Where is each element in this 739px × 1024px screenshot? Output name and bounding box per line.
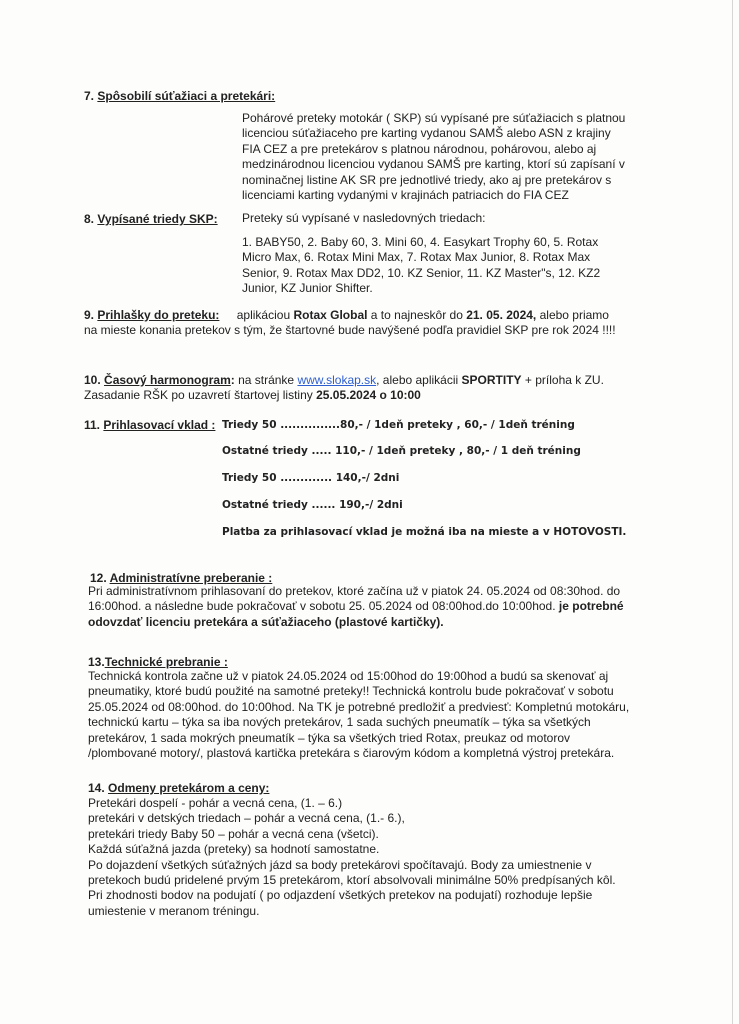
section-8-number: 8. <box>84 212 95 226</box>
section-9-deadline: 21. 05. 2024, <box>466 308 537 322</box>
section-10-app-name: SPORTITY <box>461 373 522 387</box>
section-8-intro: Preteky sú vypísané v nasledovných triedach: <box>242 211 486 225</box>
section-14-number: 14. <box>88 781 105 795</box>
section-12-text: 16:00hod. a následne bude pokračovať v sobotu 25. 05.2024 od 08:00hod.do 10:00hod. <box>88 599 556 614</box>
section-7-number: 7. <box>84 89 95 103</box>
section-12-line: odovzdať licenciu pretekára a súťažiaceho (plastové kartičky). <box>88 614 444 629</box>
fee-row: Triedy 50 ...............80,- / 1deň preteky , 60,- / 1deň tréning <box>222 419 575 431</box>
section-8-line: Junior, KZ Junior Shifter. <box>242 281 373 296</box>
section-12-body <box>88 584 624 630</box>
section-9-text: a to najneskôr do <box>367 308 467 322</box>
section-14-line: pretekári triedy Baby 50 – pohár a vecná cena (všetci). <box>88 826 379 841</box>
section-7-heading <box>84 89 275 104</box>
fee-row: Triedy 50 ............. 140,-/ 2dni <box>222 472 400 484</box>
section-10-text: Zasadanie RŠK po uzavretí štartovej listiny <box>84 388 317 402</box>
section-14-heading <box>88 781 269 796</box>
section-7-title: Spôsobilí súťažiaci a pretekári: <box>97 89 276 103</box>
section-12-number: 12. <box>90 571 107 585</box>
section-7-line: FIA CEZ a pre pretekárov s platnou národnou, pohárovou, alebo aj <box>242 141 597 156</box>
section-7-line: Pohárové preteky motokár ( SKP) sú vypísané pre súťažiacich s platnou <box>242 111 626 125</box>
section-11-number: 11. <box>84 418 101 432</box>
scan-edge <box>732 0 733 1024</box>
section-7-line: nominačnej listine AK SR pre jednotlivé triedy, ako aj pre pretekárov s <box>242 172 612 187</box>
section-7-line: medzinárodnou licenciou vydanou SAMŠ pre karting, ktorí sú zapísaní v <box>242 157 625 172</box>
payment-note: Platba za prihlasovací vklad je možná iba na mieste a v HOTOVOSTI. <box>222 526 627 538</box>
section-10-line-2 <box>84 388 421 403</box>
section-11-heading <box>84 418 215 433</box>
section-14-line: pretekári v detských triedach – pohár a vecná cena, (1.- 6.), <box>88 811 405 826</box>
section-12-emphasis: je potrebné <box>555 599 624 614</box>
section-14-body <box>88 796 616 919</box>
section-13-title: Technické prebranie : <box>104 655 228 669</box>
section-10-meeting-time: 25.05.2024 o 10:00 <box>316 388 421 402</box>
section-14-line: umiestenie v meranom tréningu. <box>88 903 260 918</box>
section-14-line: Pri zhodnosti bodov na podujatí ( po odjazdení všetkých pretekov na podujatí) rozhoduje lepšie <box>88 888 593 903</box>
section-12-line <box>88 599 624 614</box>
section-8-line: Senior, 9. Rotax Max DD2, 10. KZ Senior, 11. KZ Master"s, 12. KZ2 <box>242 265 601 280</box>
section-9-text: alebo priamo <box>536 308 609 322</box>
section-9-line-2: na mieste konania pretekov s tým, že štartovné bude navýšené podľa pravidiel SKP pre rok 2024 !!!! <box>84 323 616 337</box>
section-14-line: pretekoch budú pridelené prvým 15 pretekárom, ktorí absolvovali minimálne 50% predpísaných kôl. <box>88 873 616 888</box>
section-12-line: Pri administratívnom prihlasovaní do pretekov, ktoré začína už v piatok 24. 05.2024 od 08:30hod. do <box>88 584 621 598</box>
section-9-app-name: Rotax Global <box>293 308 368 322</box>
section-13-line: Technická kontrola začne už v piatok 24.05.2024 od 15:00hod do 19:00hod a budú sa skenovať aj <box>88 669 609 683</box>
section-13-line: /plombované motory/, plastová kartička pretekára s čiarovým kódom a kompletná výstroj pretekára. <box>88 746 615 761</box>
section-13-line: pneumatiky, ktoré budú použité na samotné preteky!! Technická kontrolu bude pokračovať v sobotu <box>88 684 614 699</box>
section-10-text: na stránke <box>234 373 298 387</box>
section-10-line-1 <box>84 373 604 388</box>
section-7-line: licenciami karting vydanými v krajinách patriacich do FIA CEZ <box>242 188 569 203</box>
section-8-line: Micro Max, 6. Rotax Mini Max, 7. Rotax Max Junior, 8. Rotax Max <box>242 250 591 265</box>
section-13-number: 13. <box>88 655 105 669</box>
section-9-line-1 <box>84 308 609 323</box>
section-10-colon: : <box>230 373 235 387</box>
section-8-heading <box>84 212 218 227</box>
fee-row: Ostatné triedy ..... 110,- / 1deň preteky , 80,- / 1 deň tréning <box>222 445 581 457</box>
section-10-text: , alebo aplikácii <box>376 373 462 387</box>
section-10-title: Časový harmonogram <box>104 373 231 387</box>
section-12-title: Administratívne preberanie : <box>109 571 273 585</box>
section-14-title: Odmeny pretekárom a ceny: <box>108 781 270 795</box>
section-10-text: + príloha k ZU. <box>521 373 604 387</box>
slokap-link[interactable]: www.slokap.sk <box>297 373 377 387</box>
section-9-text: aplikáciou <box>236 308 294 322</box>
section-8-title: Vypísané triedy SKP: <box>97 212 218 226</box>
section-10-number: 10. <box>84 373 101 387</box>
section-13-body <box>88 669 629 761</box>
section-11-title: Prihlasovací vklad : <box>103 418 216 432</box>
section-14-line: Každá súťažná jazda (preteky) sa hodnotí samostatne. <box>88 842 380 857</box>
section-14-line: Po dojazdení všetkých súťažných jázd sa body pretekárovi spočítavajú. Body za umiestnenie v <box>88 857 592 872</box>
section-8-line: 1. BABY50, 2. Baby 60, 3. Mini 60, 4. Easykart Trophy 60, 5. Rotax <box>242 235 599 249</box>
section-13-line: 25.05.2024 od 08:00hod. do 10:00hod. Na TK je potrebné predložiť a predviesť: Kompletnú motokáru, <box>88 699 630 714</box>
section-14-line: Pretekári dospelí - pohár a vecná cena, (1. – 6.) <box>88 796 343 810</box>
section-7-body <box>242 111 625 203</box>
section-13-line: pretekárov, 1 sada mokrých pneumatík – týka sa všetkých tried Rotax, preukaz od motorov <box>88 730 570 745</box>
section-13-line: technickú kartu – týka sa iba nových pretekárov, 1 sada suchých pneumatík – týka sa všetkých <box>88 715 591 730</box>
section-13-heading <box>88 655 228 670</box>
section-9-number: 9. <box>84 308 95 322</box>
section-8-body <box>242 235 600 297</box>
section-9-title: Prihlašky do preteku: <box>97 308 220 322</box>
fee-row: Ostatné triedy ...... 190,-/ 2dni <box>222 499 403 511</box>
section-7-line: licenciou súťažiaceho pre karting vydanou SAMŠ alebo ASN z krajiny <box>242 126 611 141</box>
